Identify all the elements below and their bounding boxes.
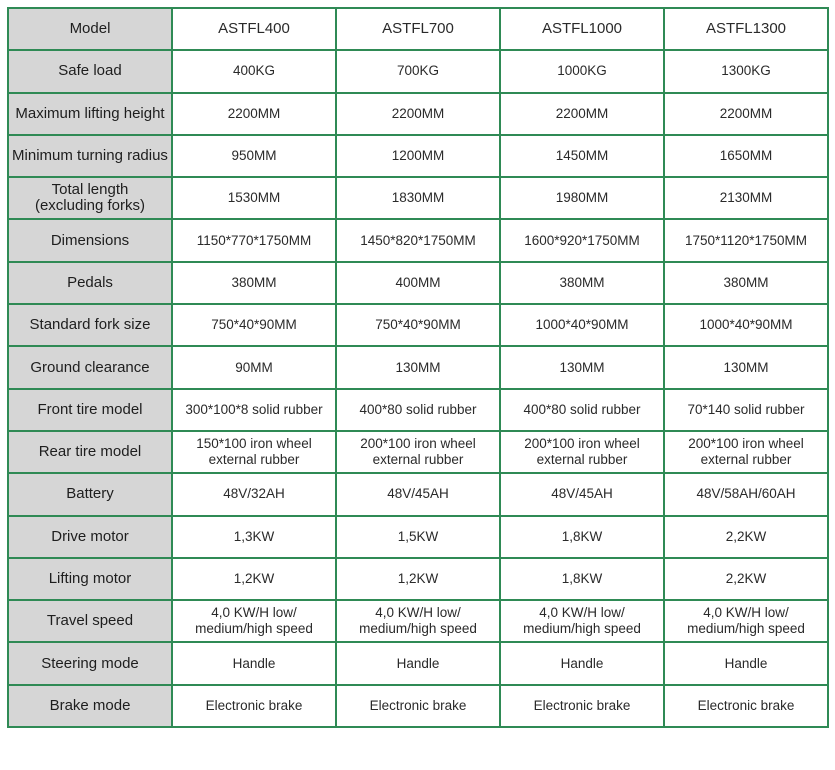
table-cell: 2200MM [172, 93, 336, 135]
table-cell: 1300KG [664, 50, 828, 92]
table-row [8, 304, 828, 346]
table-cell: 400KG [172, 50, 336, 92]
table-cell: 1450*820*1750MM [336, 219, 500, 261]
table-cell: 130MM [336, 346, 500, 388]
table-cell: 200*100 iron wheel external rubber [336, 431, 500, 473]
table-cell: 2200MM [336, 93, 500, 135]
table-cell: 48V/45AH [336, 473, 500, 515]
table-cell: 380MM [664, 262, 828, 304]
table-cell: 4,0 KW/H low/ medium/high speed [336, 600, 500, 642]
row-label: Front tire model [8, 389, 172, 431]
table-cell: 1,2KW [172, 558, 336, 600]
spec-table-body [8, 8, 828, 727]
table-cell: 2200MM [500, 93, 664, 135]
table-cell: 1,2KW [336, 558, 500, 600]
table-cell: 2200MM [664, 93, 828, 135]
row-label: Minimum turning radius [8, 135, 172, 177]
row-label: Lifting motor [8, 558, 172, 600]
header-model-label: Model [8, 8, 172, 50]
table-cell: Electronic brake [500, 685, 664, 727]
table-row [8, 93, 828, 135]
table-cell: 1,3KW [172, 516, 336, 558]
table-cell: 750*40*90MM [172, 304, 336, 346]
spec-table [7, 7, 829, 728]
table-cell: 950MM [172, 135, 336, 177]
table-cell: 48V/32AH [172, 473, 336, 515]
table-row [8, 177, 828, 219]
table-cell: 2,2KW [664, 558, 828, 600]
row-label: Rear tire model [8, 431, 172, 473]
table-row [8, 600, 828, 642]
table-row [8, 346, 828, 388]
table-cell: Handle [500, 642, 664, 684]
header-model-astfl1000: ASTFL1000 [500, 8, 664, 50]
row-label: Steering mode [8, 642, 172, 684]
table-cell: 1650MM [664, 135, 828, 177]
table-row [8, 262, 828, 304]
table-row [8, 50, 828, 92]
table-cell: 130MM [664, 346, 828, 388]
table-cell: 1,8KW [500, 558, 664, 600]
table-cell: 1000*40*90MM [664, 304, 828, 346]
table-cell: 400*80 solid rubber [336, 389, 500, 431]
row-label: Standard fork size [8, 304, 172, 346]
table-cell: 2,2KW [664, 516, 828, 558]
table-cell: Handle [664, 642, 828, 684]
table-row [8, 431, 828, 473]
table-cell: 400*80 solid rubber [500, 389, 664, 431]
table-cell: 700KG [336, 50, 500, 92]
table-row [8, 473, 828, 515]
table-cell: Electronic brake [172, 685, 336, 727]
table-row [8, 219, 828, 261]
table-cell: 1600*920*1750MM [500, 219, 664, 261]
table-cell: 1,5KW [336, 516, 500, 558]
table-cell: 2130MM [664, 177, 828, 219]
table-cell: 150*100 iron wheel external rubber [172, 431, 336, 473]
table-cell: 130MM [500, 346, 664, 388]
row-label: Pedals [8, 262, 172, 304]
table-cell: 1830MM [336, 177, 500, 219]
row-label: Maximum lifting height [8, 93, 172, 135]
table-cell: 400MM [336, 262, 500, 304]
table-cell: 1530MM [172, 177, 336, 219]
row-label: Battery [8, 473, 172, 515]
table-cell: 750*40*90MM [336, 304, 500, 346]
table-cell: 1980MM [500, 177, 664, 219]
table-cell: Electronic brake [336, 685, 500, 727]
row-label: Ground clearance [8, 346, 172, 388]
table-cell: 4,0 KW/H low/ medium/high speed [664, 600, 828, 642]
table-row [8, 642, 828, 684]
table-cell: 1450MM [500, 135, 664, 177]
row-label: Drive motor [8, 516, 172, 558]
table-row [8, 558, 828, 600]
table-cell: Handle [336, 642, 500, 684]
table-cell: 200*100 iron wheel external rubber [500, 431, 664, 473]
header-model-astfl400: ASTFL400 [172, 8, 336, 50]
table-cell: 1750*1120*1750MM [664, 219, 828, 261]
row-label: Dimensions [8, 219, 172, 261]
table-cell: 70*140 solid rubber [664, 389, 828, 431]
table-row [8, 135, 828, 177]
table-cell: 4,0 KW/H low/ medium/high speed [172, 600, 336, 642]
table-cell: 48V/45AH [500, 473, 664, 515]
table-cell: 48V/58AH/60AH [664, 473, 828, 515]
table-cell: 1150*770*1750MM [172, 219, 336, 261]
table-cell: Electronic brake [664, 685, 828, 727]
table-cell: 300*100*8 solid rubber [172, 389, 336, 431]
table-row [8, 516, 828, 558]
table-cell: Handle [172, 642, 336, 684]
row-label: Safe load [8, 50, 172, 92]
table-cell: 200*100 iron wheel external rubber [664, 431, 828, 473]
table-cell: 90MM [172, 346, 336, 388]
header-row [8, 8, 828, 50]
table-cell: 1000KG [500, 50, 664, 92]
row-label: Travel speed [8, 600, 172, 642]
table-row [8, 685, 828, 727]
table-cell: 1200MM [336, 135, 500, 177]
table-row [8, 389, 828, 431]
header-model-astfl1300: ASTFL1300 [664, 8, 828, 50]
row-label: Brake mode [8, 685, 172, 727]
table-cell: 1000*40*90MM [500, 304, 664, 346]
table-cell: 380MM [500, 262, 664, 304]
row-label: Total length (excluding forks) [8, 177, 172, 219]
table-cell: 380MM [172, 262, 336, 304]
table-cell: 1,8KW [500, 516, 664, 558]
table-cell: 4,0 KW/H low/ medium/high speed [500, 600, 664, 642]
header-model-astfl700: ASTFL700 [336, 8, 500, 50]
